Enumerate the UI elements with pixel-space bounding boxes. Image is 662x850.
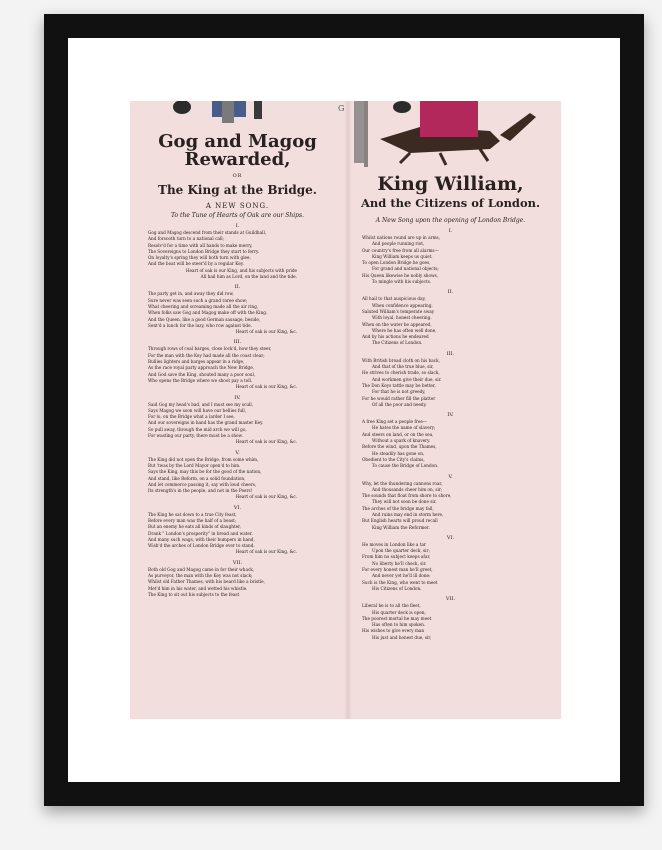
verse-line: Has often to him spoken. bbox=[372, 622, 426, 628]
verse-line: The arches of the bridge may fall, bbox=[362, 505, 434, 511]
stanza-number: III. bbox=[446, 350, 455, 357]
stanza-number: IV. bbox=[447, 412, 454, 419]
verse-line: And let commerce passing it, say with loud cheers, bbox=[148, 481, 257, 487]
verse-line: All hail to that auspicious day, bbox=[362, 296, 426, 302]
verse-line: To mingle with his subjects. bbox=[372, 279, 432, 285]
verse-line: For the man with the Key had made all the coast clear; bbox=[148, 352, 265, 358]
verse-line: For grand and national objects; bbox=[372, 266, 439, 272]
verse-line: He strives to cherish trade, so slack, bbox=[362, 370, 440, 376]
verse-line: His Queen likewise he nobly shows, bbox=[362, 272, 439, 278]
verse-line: For wasting our party, there must be a show. bbox=[148, 433, 243, 439]
stanza-number: VII. bbox=[445, 596, 456, 603]
stanza-number: VI. bbox=[233, 504, 242, 511]
stanza bbox=[348, 228, 553, 285]
stanza bbox=[140, 223, 335, 280]
verse-line: And thousands cheer him on, sir; bbox=[372, 486, 443, 492]
verse-line: And people running riot, bbox=[372, 241, 425, 247]
verse-line: To cause the Bridge of London. bbox=[372, 463, 439, 469]
verse-line: As the race royal party approach the New Bridge, bbox=[148, 365, 255, 371]
verse-line: Said Gog my head's bad, and I must see my scull, bbox=[148, 401, 254, 407]
verse-line: For that he is not greedy, bbox=[372, 389, 426, 395]
verse-line: Bullies lighters and barges appear in a ridge, bbox=[148, 359, 245, 365]
verse-line: Says the King, may this be for the good of the nation, bbox=[148, 469, 262, 475]
verse-line: King William keeps us quiet. bbox=[372, 253, 433, 259]
verse-line: Upon the quarter deck, sir; bbox=[372, 548, 430, 554]
verse-line: Sent'd a lunch for the lazy, who row against tide. bbox=[148, 322, 252, 328]
verse-line: His Citizens of London. bbox=[372, 585, 422, 591]
verse-line: And the Queen, like a good German sausage, beside, bbox=[148, 316, 261, 322]
stanza-number: I. bbox=[235, 223, 240, 229]
verse-line: A free King set a people free— bbox=[362, 419, 428, 425]
verse-line: Of all the poor and needy. bbox=[372, 401, 427, 407]
verse-line: Before every man was the half of a beast; bbox=[148, 517, 237, 523]
right-song-tune: A New Song upon the opening of London Bridge. bbox=[375, 217, 526, 224]
verse-line: Both old Gog and Magog came in for their whack, bbox=[148, 566, 255, 572]
verse-line: And stand, like Reform, on a solid foundation, bbox=[148, 475, 246, 481]
verse-line: The party get in, and away they did row, bbox=[148, 291, 234, 297]
stanza bbox=[140, 560, 335, 598]
verse-line: What cheering and screaming made all the air ring, bbox=[148, 303, 259, 309]
verse-line: Gog and Magog descend from their stands at Guildhall, bbox=[148, 230, 267, 235]
verse-line: When confidence appearing, bbox=[372, 302, 433, 308]
or-divider: OR bbox=[232, 173, 243, 179]
verse-line: His wishes to give every man bbox=[362, 628, 425, 634]
chorus-line: Heart of oak is our King, &c. bbox=[235, 439, 297, 445]
verse-line: Its strength's in the people, and not in the Peers! bbox=[148, 488, 253, 494]
verse-line: Whilst old Father Thames, with his beard like a bristle, bbox=[148, 579, 265, 585]
stanza-number: II. bbox=[447, 289, 454, 296]
verse-line: And steers on land, or on the sea, bbox=[362, 431, 434, 437]
verse-line: He steadily has gone on, bbox=[372, 450, 425, 456]
verse-line: And many such wags, with their bumpers in hand, bbox=[148, 536, 255, 542]
verse-line: Met'd him in his water, and wetted his whistle. bbox=[148, 585, 248, 591]
stanza bbox=[140, 339, 335, 390]
verse-line: With British broad cloth on his back, bbox=[362, 357, 440, 363]
verse-line: So pull away, through the mid arch we will go, bbox=[148, 426, 247, 432]
chorus-line: Heart of oak is our King, &c. bbox=[235, 329, 297, 335]
verse-line: But English hearts will proud recall bbox=[362, 518, 438, 524]
stanza bbox=[140, 395, 335, 446]
verse-line: Obedient to the City's claims, bbox=[362, 456, 425, 462]
stanza-number: V. bbox=[448, 473, 453, 480]
chorus-line: All hail him as Lord, on the land and the tide. bbox=[200, 274, 297, 280]
verse-line: And God save the King, shouted many a poor soul, bbox=[148, 371, 256, 377]
verse-line: And never yet he'll ill done: bbox=[372, 573, 431, 579]
verse-line: Liberal he is to all the fleet, bbox=[362, 603, 421, 609]
verse-line: But 'twas by the Lord Mayor open'd to him. bbox=[148, 462, 241, 468]
right-song bbox=[348, 101, 553, 641]
verse-line: To open London Bridge he goes, bbox=[362, 260, 431, 266]
verse-line: But an enemy he eats all kinds of slaughter, bbox=[148, 524, 242, 530]
verse-line: The King to sit out his subjects to the feast bbox=[148, 591, 240, 597]
chorus-line: Heart of oak is our King, &c. bbox=[235, 494, 297, 500]
verse-line: Resolv'd for a time with all hands to make merry, bbox=[148, 242, 253, 248]
left-song bbox=[140, 101, 335, 598]
verse-line: No liberty he'll check, sir. bbox=[372, 560, 427, 566]
stanza bbox=[348, 351, 553, 408]
chorus-line: Heart of oak is our King, &c. bbox=[235, 384, 297, 390]
verse-line: When folks saw Gog and Magog make off with the King. bbox=[148, 310, 268, 316]
verse-line: And forsooth turn to a national call; bbox=[148, 236, 225, 242]
stanza bbox=[348, 412, 553, 469]
svg-text:G: G bbox=[338, 104, 345, 113]
left-song-title: Gog and Magog Rewarded, bbox=[158, 131, 317, 170]
stanza-number: V. bbox=[235, 449, 240, 456]
verse-line: Before the wind, upon the Thames, bbox=[362, 444, 437, 450]
verse-line: His quarter deck is open; bbox=[372, 609, 426, 615]
verse-line: Where he has often well done, bbox=[372, 327, 437, 333]
stanza bbox=[348, 596, 553, 641]
verse-line: The Citizens of London. bbox=[372, 340, 423, 346]
verse-line: Sure never was seen such a grand raree show; bbox=[148, 297, 248, 303]
left-song-new-song: A NEW SONG. bbox=[205, 202, 270, 210]
verse-line: The sounds that float from shore to shore, bbox=[362, 493, 452, 499]
verse-line: As purveyor, the man with the Key was not slack; bbox=[148, 573, 253, 579]
verse-line: The Sovereigns to London Bridge they start to ferry. bbox=[148, 248, 260, 254]
verse-line: And ruins may end in storm here, bbox=[372, 511, 444, 517]
verse-line: Saluted William's temperate sway bbox=[362, 308, 435, 314]
verse-line: The King did not open the Bridge, from some whim, bbox=[148, 456, 259, 462]
stanza bbox=[348, 474, 553, 531]
stanza bbox=[140, 450, 335, 501]
verse-line: Our country's free from all alarms— bbox=[362, 247, 439, 253]
verse-line: For lo, on the Bridge what a larder I see, bbox=[148, 414, 235, 420]
left-song-tune: To the Tune of Hearts of Oak are our Ships. bbox=[171, 212, 304, 219]
right-song-subtitle: And the Citizens of London. bbox=[360, 196, 541, 210]
verse-line: Without a spark of knavery. bbox=[372, 438, 431, 444]
verse-line: The King he sat down to a true City feast, bbox=[148, 511, 237, 517]
stanza bbox=[348, 535, 553, 592]
verse-line: Through rows of coal barges, close lock'd, how they steer, bbox=[148, 346, 272, 352]
verse-line: And the boat will be steer'd by a regular Key. bbox=[148, 261, 244, 267]
verse-line: His just and honest due, sir, bbox=[372, 634, 432, 640]
right-stanzas bbox=[348, 228, 553, 641]
verse-line: He moves in London like a tar bbox=[362, 541, 426, 547]
verse-line: The poorest mortal he may meet bbox=[362, 615, 432, 621]
verse-line: The Don Keys tattle may be better, bbox=[362, 382, 436, 388]
stanza bbox=[140, 505, 335, 556]
stanza-number: VII. bbox=[232, 559, 243, 566]
stanza-number: I. bbox=[448, 228, 453, 234]
stanza-number: II. bbox=[234, 284, 241, 291]
verse-line: He hates the name of slavery; bbox=[372, 425, 436, 431]
verse-line: And workmen give their due, sir. bbox=[372, 376, 442, 382]
verse-line: With loyal, honest cheering. bbox=[372, 315, 432, 321]
verse-line: And our sovereigns in hand has the grand master Key. bbox=[148, 420, 264, 426]
left-song-subtitle: The King at the Bridge. bbox=[158, 183, 317, 197]
chorus-line: Heart of oak is our King, and his subjects with pride bbox=[185, 267, 297, 273]
stanza bbox=[348, 289, 553, 346]
verse-line: For he would rather fill the platter bbox=[362, 395, 436, 401]
verse-line: And that of the true blue, sir, bbox=[372, 364, 434, 370]
left-stanzas bbox=[140, 223, 335, 598]
verse-line: Drank " London's prosperity" in bread and water. bbox=[148, 530, 253, 536]
verse-line: Wish'd the arches of London Bridge ever to stand. bbox=[148, 543, 255, 549]
right-song-title: King William, bbox=[377, 173, 524, 195]
verse-line: And by his actions he endeared bbox=[362, 334, 429, 340]
verse-line: On loyalty's spring they will both turn with glee, bbox=[148, 255, 251, 261]
verse-line: When on the water he appeared, bbox=[362, 321, 432, 327]
verse-line: Why, let the thundering cannons roar, bbox=[362, 480, 443, 486]
verse-line: King William the Reformer. bbox=[372, 524, 430, 530]
verse-line: Who opens the Bridge where we shoot pay a toll. bbox=[148, 377, 253, 383]
broadside-print bbox=[130, 101, 561, 719]
verse-line: From him no subject keeps afar, bbox=[362, 554, 431, 560]
chorus-line: Heart of oak is our King, &c. bbox=[235, 549, 297, 555]
verse-line: They will not soon be done sir. bbox=[372, 499, 437, 505]
stanza-number: VI. bbox=[446, 534, 455, 541]
stanza bbox=[140, 284, 335, 335]
verse-line: Such is the King, who went to meet bbox=[362, 579, 438, 585]
stanza-number: IV. bbox=[234, 394, 241, 401]
verse-line: Says Magog we soon will have our bellies full, bbox=[148, 407, 247, 413]
verse-line: For every honest man he'll greet, bbox=[362, 567, 433, 573]
verse-line: Whilst nations round are up in arms, bbox=[362, 235, 441, 240]
stanza-number: III. bbox=[233, 339, 242, 346]
